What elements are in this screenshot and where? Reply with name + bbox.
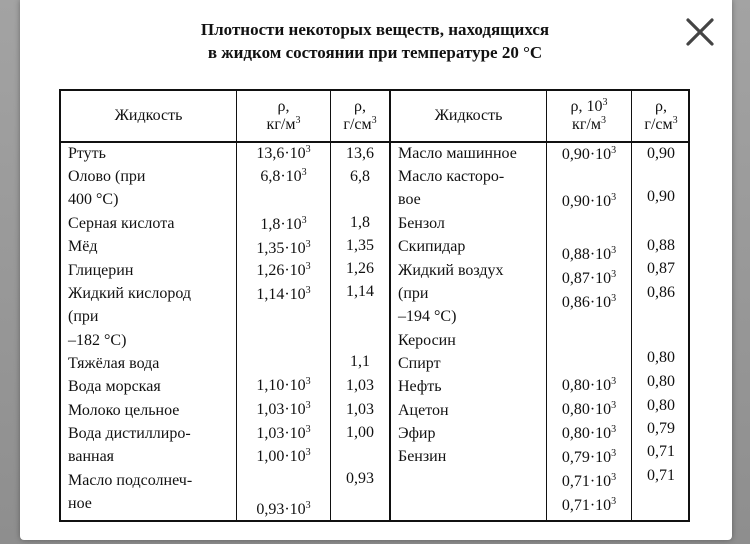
right-name: Бензин (398, 448, 447, 465)
left-g-value: 1,03 (346, 377, 374, 394)
value-mantissa: 1,03·10 (256, 401, 306, 418)
right-kg-value (547, 494, 631, 517)
right-kg-value (547, 190, 631, 213)
left-g-value: 1,35 (346, 237, 374, 254)
header-rho-power: ρ, 10 (570, 98, 603, 115)
left-g-value: 1,00 (346, 424, 374, 441)
right-name: Спирт (398, 355, 441, 372)
value-mantissa: 1,10·10 (256, 377, 306, 394)
header-power: 3 (295, 115, 301, 126)
right-name: Керосин (398, 332, 456, 349)
value-mantissa: 1,35·10 (256, 240, 306, 257)
left-g-value: 1,14 (346, 283, 374, 300)
page-title (0, 18, 750, 64)
value-mantissa: 0,80·10 (561, 425, 612, 442)
right-g-value: 0,80 (647, 397, 675, 414)
header-rho-g-right (632, 91, 690, 141)
value-mantissa: 1,8·10 (260, 216, 302, 233)
left-g-value: 1,26 (346, 260, 374, 277)
left-name: Ртуть (68, 145, 106, 162)
left-kg-value (237, 213, 330, 236)
left-kg-value (237, 498, 330, 521)
left-g-value: 1,1 (350, 353, 370, 370)
right-kg-value (547, 243, 631, 266)
header-rho-symbol: ρ, (655, 98, 667, 115)
right-name: Бензол (398, 215, 445, 232)
left-kg-value (237, 398, 330, 421)
power-superscript: 3 (611, 245, 617, 256)
left-kg-value (237, 165, 330, 188)
left-kg-value (237, 142, 330, 165)
right-g-value: 0,90 (647, 188, 675, 205)
power-superscript: 3 (611, 496, 617, 507)
right-g-value: 0,88 (647, 237, 675, 254)
header-liquid-left: Жидкость (114, 107, 183, 124)
left-name: 400 °С) (68, 191, 119, 208)
right-kg-value (547, 291, 631, 314)
left-g-value: 1,03 (346, 401, 374, 418)
right-name: Масло машинное (398, 145, 517, 162)
power-superscript: 3 (611, 269, 617, 280)
value-mantissa: 0,87·10 (561, 270, 612, 287)
left-name: Масло подсолнеч- (68, 472, 193, 489)
right-kg-value (547, 267, 631, 290)
title-line-2: в жидком состоянии при температуре 20 °С (207, 43, 543, 62)
power-superscript: 3 (305, 285, 311, 296)
header-rho-kg-left (237, 91, 330, 141)
value-mantissa: 0,93·10 (256, 501, 306, 518)
header-rho-symbol: ρ, (277, 98, 290, 115)
power-superscript: 3 (305, 500, 311, 511)
left-kg-value (237, 237, 330, 260)
header-power: 3 (602, 97, 608, 108)
left-name: Вода морская (68, 378, 161, 395)
right-g-value: 0,90 (647, 145, 675, 162)
power-superscript: 3 (305, 376, 311, 387)
power-superscript: 3 (305, 447, 311, 458)
right-name: Нефть (398, 378, 442, 395)
left-name: –182 °С) (68, 332, 127, 349)
left-g-value: 1,8 (350, 214, 370, 231)
right-name: (при (398, 285, 429, 302)
right-name: Скипидар (398, 238, 466, 255)
value-mantissa: 0,88·10 (561, 246, 612, 263)
left-name: Жидкий кислород (68, 285, 192, 302)
left-g-value: 13,6 (346, 145, 374, 162)
value-mantissa: 0,80·10 (561, 377, 612, 394)
right-kg-value (547, 374, 631, 397)
right-g-value: 0,80 (647, 373, 675, 390)
right-g-value: 0,71 (647, 443, 675, 460)
value-mantissa: 1,26·10 (256, 262, 306, 279)
header-rho-kg-right (547, 91, 631, 141)
right-name: Ацетон (398, 402, 449, 419)
left-kg-value (237, 422, 330, 445)
right-name: –194 °С) (398, 308, 457, 325)
power-superscript: 3 (611, 472, 617, 483)
left-name: Глицерин (68, 262, 134, 279)
left-name: Мёд (68, 238, 98, 255)
right-kg-value (547, 143, 631, 166)
value-mantissa: 0,79·10 (561, 449, 612, 466)
power-superscript: 3 (611, 145, 617, 156)
value-mantissa: 6,8·10 (260, 168, 302, 185)
header-rho-symbol: ρ, (354, 98, 366, 115)
left-g-value: 6,8 (350, 168, 370, 185)
header-unit: кг/м (266, 116, 296, 133)
left-kg-value (237, 283, 330, 306)
left-kg-value (237, 374, 330, 397)
value-mantissa: 1,03·10 (256, 425, 306, 442)
left-name: Олово (при (68, 168, 146, 185)
power-superscript: 3 (301, 167, 307, 178)
header-rho-g-left (331, 91, 389, 141)
value-mantissa: 1,14·10 (256, 286, 306, 303)
left-name: (при (68, 308, 99, 325)
left-name: Серная кислота (68, 215, 175, 232)
col-divider-center (389, 91, 391, 520)
power-superscript: 3 (611, 376, 617, 387)
power-superscript: 3 (611, 293, 617, 304)
power-superscript: 3 (301, 215, 307, 226)
value-mantissa: 0,90·10 (561, 146, 612, 163)
right-kg-value (547, 398, 631, 421)
right-g-value: 0,80 (647, 349, 675, 366)
power-superscript: 3 (611, 192, 617, 203)
power-superscript: 3 (305, 424, 311, 435)
power-superscript: 3 (305, 400, 311, 411)
left-name: Вода дистиллиро- (68, 425, 191, 442)
right-name: вое (398, 191, 421, 208)
left-name: Тяжёлая вода (68, 355, 160, 372)
right-g-value: 0,71 (647, 467, 675, 484)
header-liquid-right: Жидкость (434, 107, 503, 124)
value-mantissa: 0,90·10 (561, 193, 612, 210)
header-power: 3 (600, 115, 606, 126)
right-name: Масло касторо- (398, 168, 505, 185)
density-table (59, 89, 690, 522)
left-name: ванная (68, 448, 115, 465)
value-mantissa: 0,71·10 (561, 473, 612, 490)
power-superscript: 3 (611, 400, 617, 411)
value-mantissa: 13,6·10 (256, 145, 306, 162)
power-superscript: 3 (611, 448, 617, 459)
header-unit: г/см (644, 116, 673, 133)
value-mantissa: 0,71·10 (561, 497, 612, 514)
power-superscript: 3 (305, 144, 311, 155)
right-g-value: 0,87 (647, 260, 675, 277)
right-g-value: 0,79 (647, 420, 675, 437)
left-kg-value (237, 259, 330, 282)
power-superscript: 3 (611, 424, 617, 435)
right-name: Эфир (398, 425, 436, 442)
header-power: 3 (672, 115, 678, 126)
left-name: ное (68, 495, 92, 512)
value-mantissa: 0,80·10 (561, 401, 612, 418)
header-power: 3 (371, 115, 377, 126)
power-superscript: 3 (305, 239, 311, 250)
header-unit: г/см (343, 116, 372, 133)
right-kg-value (547, 470, 631, 493)
power-superscript: 3 (305, 261, 311, 272)
right-name: Жидкий воздух (398, 262, 504, 279)
left-kg-value (237, 445, 330, 468)
left-g-value: 0,93 (346, 470, 374, 487)
right-kg-value (547, 422, 631, 445)
right-g-value: 0,86 (647, 284, 675, 301)
title-line-1: Плотности некоторых веществ, находящихся (200, 20, 550, 39)
value-mantissa: 1,00·10 (256, 448, 306, 465)
header-unit: кг/м (572, 116, 601, 133)
right-kg-value (547, 446, 631, 469)
left-name: Молоко цельное (68, 402, 180, 419)
value-mantissa: 0,86·10 (561, 294, 612, 311)
